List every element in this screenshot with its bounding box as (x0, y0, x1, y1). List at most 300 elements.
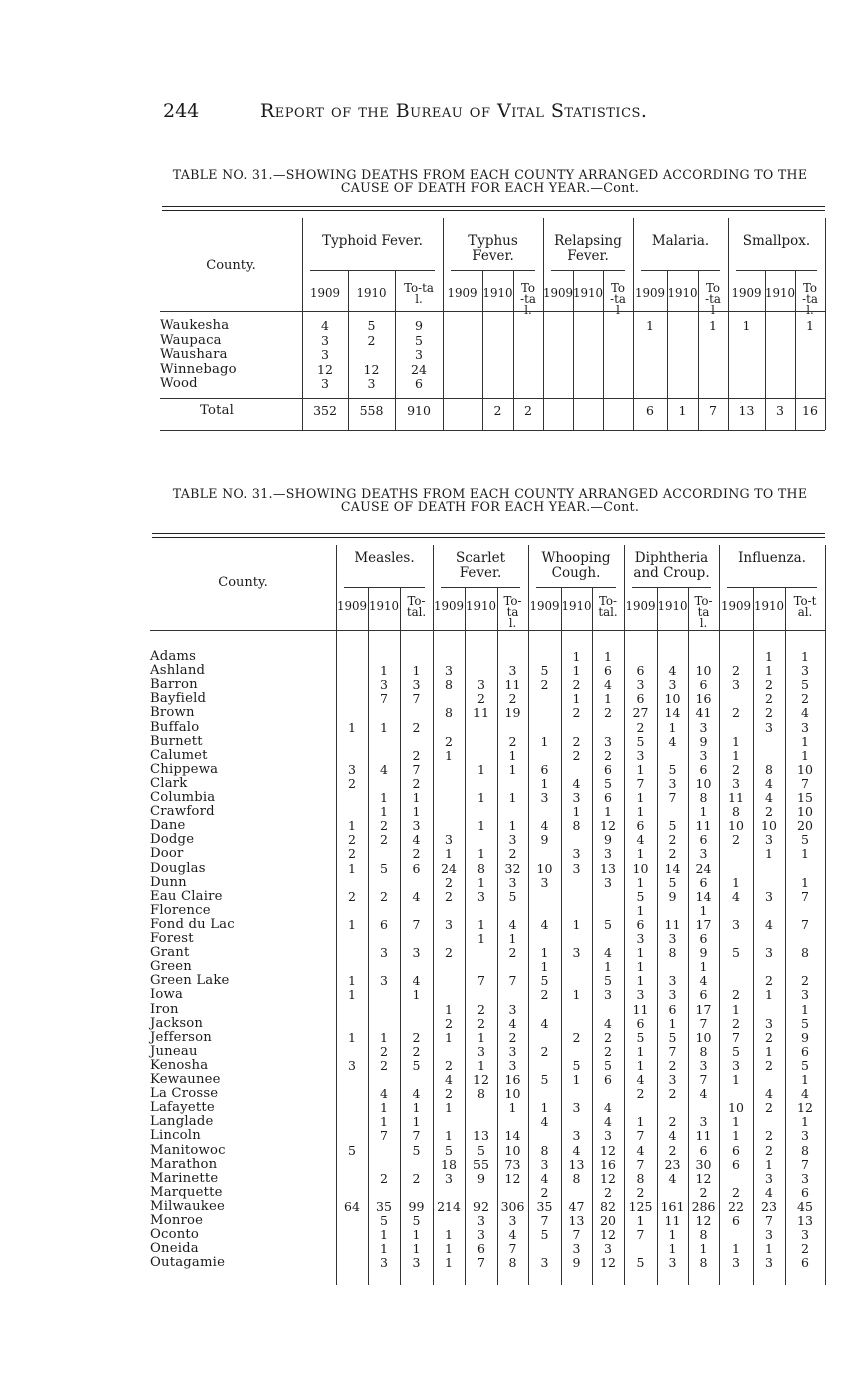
cell-value: 13 (568, 1213, 585, 1228)
county-name: Dane (150, 818, 186, 834)
cell-value: 3 (348, 1057, 356, 1073)
year-column-header: 1910 (765, 286, 796, 300)
cell-value: 4 (732, 888, 740, 904)
cell-value: 3 (477, 1213, 485, 1228)
cell-value: 92 (473, 1198, 489, 1214)
cell-value: 1 (445, 1255, 453, 1271)
cell-value: 3 (380, 677, 388, 693)
cell-value: 12 (363, 361, 380, 377)
cell-value: 1 (380, 719, 388, 735)
cell-value: 2 (380, 832, 388, 848)
cell-value: 4 (699, 1086, 708, 1102)
cell-value: 1 (732, 1001, 740, 1017)
cell-value: 2 (412, 719, 421, 735)
cell-value: 5 (445, 1142, 453, 1158)
cell-value: 4 (540, 1114, 549, 1130)
county-name: Burnett (150, 733, 203, 749)
cell-value: 2 (508, 733, 517, 749)
cell-value: 2 (668, 1142, 677, 1158)
cell-value: 1 (348, 973, 356, 989)
cell-value: 1 (636, 1114, 645, 1130)
cell-value: 3 (604, 1241, 612, 1257)
cell-value: 2 (348, 888, 356, 904)
cell-value: 2 (636, 1184, 645, 1200)
year-column-header: To-tal. (503, 594, 522, 630)
cell-value: 2 (412, 1043, 421, 1059)
cell-value: 5 (540, 663, 549, 679)
cell-value: 12 (600, 1142, 616, 1158)
cell-value: 3 (765, 1015, 773, 1031)
county-name: Adams (150, 649, 197, 664)
cell-value: 3 (668, 973, 677, 989)
cell-value: 5 (604, 1057, 612, 1073)
cell-value: 6 (732, 1142, 740, 1158)
cell-value: 3 (668, 677, 677, 693)
cell-value: 3 (732, 1255, 740, 1271)
column-group-header: Measles. (354, 550, 415, 566)
cell-value: 10 (632, 860, 649, 876)
cell-value: 3 (801, 663, 809, 679)
cell-value: 2 (801, 691, 809, 707)
cell-value: 8 (572, 1170, 581, 1186)
county-name: Waushara (160, 347, 228, 362)
cell-value: 161 (660, 1198, 685, 1214)
cell-value: 12 (600, 1170, 616, 1186)
cell-value: 1 (477, 790, 485, 805)
cell-value: 1 (412, 1227, 421, 1243)
column-group-header: Whooping Cough. (541, 550, 611, 581)
cell-value: 35 (376, 1198, 392, 1214)
cell-value: 2 (412, 846, 421, 862)
cell-value: 7 (412, 761, 421, 777)
cell-value: 2 (765, 1142, 773, 1158)
cell-value: 125 (628, 1198, 653, 1214)
cell-value: 2 (572, 747, 581, 763)
cell-value: 3 (380, 1255, 388, 1271)
cell-value: 2 (380, 1043, 388, 1059)
county-name: La Crosse (150, 1086, 219, 1102)
county-name: Lafayette (150, 1100, 215, 1116)
cell-value: 1 (636, 761, 645, 777)
cell-value: 1 (765, 846, 773, 862)
cell-value: 1 (709, 318, 717, 333)
cell-value: 8 (477, 1086, 485, 1102)
cell-value: 6 (699, 832, 708, 848)
cell-value: 4 (801, 1086, 809, 1102)
cell-value: 1 (801, 747, 809, 763)
cell-value: 3 (380, 973, 388, 989)
cell-value: 1 (636, 846, 645, 862)
cell-value: 3 (508, 1057, 517, 1073)
cell-value: 3 (765, 1255, 773, 1271)
cell-value: 17 (695, 916, 712, 932)
cell-value: 3 (604, 846, 612, 862)
cell-value: 10 (797, 761, 813, 777)
cell-value: 4 (765, 1184, 773, 1200)
cell-value: 3 (508, 663, 517, 679)
group-underline (727, 587, 817, 588)
cell-value: 1 (348, 860, 356, 876)
year-column-header: 1910 (465, 599, 497, 613)
cell-value: 1 (801, 1114, 809, 1130)
cell-value: 99 (408, 1198, 425, 1214)
year-column-header: To-tal. (793, 594, 817, 619)
cell-value: 3 (801, 1227, 809, 1243)
cell-value: 5 (801, 677, 809, 693)
total-value: 3 (776, 403, 784, 418)
cell-value: 3 (699, 719, 708, 735)
county-name: Eau Claire (150, 888, 223, 904)
cell-value: 1 (636, 1043, 645, 1059)
cell-value: 4 (668, 733, 677, 749)
cell-value: 1 (572, 663, 581, 679)
column-group-header: Influenza. (738, 550, 806, 566)
cell-value: 11 (695, 818, 712, 834)
cell-value: 5 (636, 1029, 645, 1045)
cell-value: 1 (477, 1029, 485, 1045)
cell-value: 10 (504, 1142, 521, 1158)
county-name: Douglas (150, 860, 206, 876)
county-name: Lincoln (150, 1128, 201, 1144)
cell-value: 1 (699, 1241, 708, 1257)
cell-value: 7 (668, 1043, 677, 1059)
cell-value: 3 (540, 1255, 549, 1271)
cell-value: 8 (508, 1255, 517, 1271)
table1-caption: TABLE NO. 31.—SHOWING DEATHS FROM EACH COUNTY ARRANGED ACCORDING TO THE CAUSE OF DEATH FOR EACH YEAR.—Cont. (172, 167, 808, 195)
cell-value: 3 (604, 1128, 612, 1144)
cell-value: 12 (797, 1100, 813, 1116)
cell-value: 9 (572, 1255, 581, 1271)
cell-value: 4 (801, 705, 809, 721)
cell-value: 13 (600, 860, 616, 876)
cell-value: 2 (540, 1043, 549, 1059)
year-column-header: To-tal (610, 281, 626, 317)
cell-value: 1 (477, 931, 485, 946)
cell-value: 9 (604, 832, 612, 848)
cell-value: 7 (765, 1213, 773, 1228)
cell-value: 286 (691, 1198, 716, 1214)
county-name: Columbia (150, 790, 216, 805)
cell-value: 5 (367, 318, 376, 333)
cell-value: 2 (732, 1015, 740, 1031)
cell-value: 9 (699, 733, 708, 749)
cell-value: 1 (380, 1100, 388, 1116)
cell-value: 2 (732, 1184, 740, 1200)
cell-value: 3 (636, 931, 645, 946)
cell-value: 2 (801, 973, 809, 989)
cell-value: 1 (380, 1114, 388, 1130)
cell-value: 3 (699, 1057, 708, 1073)
cell-value: 3 (540, 874, 549, 890)
cell-value: 1 (765, 649, 773, 664)
cell-value: 8 (668, 945, 677, 961)
cell-value: 6 (477, 1241, 485, 1257)
cell-value: 6 (801, 1184, 809, 1200)
cell-value: 1 (636, 874, 645, 890)
year-column-header: 1910 (667, 286, 698, 300)
cell-value: 8 (445, 705, 453, 721)
cell-value: 7 (699, 1015, 708, 1031)
cell-value: 2 (668, 832, 677, 848)
cell-value: 11 (473, 705, 489, 721)
county-name: Dunn (150, 874, 187, 890)
cell-value: 3 (572, 860, 581, 876)
cell-value: 5 (572, 1057, 581, 1073)
year-column-header: To-tal. (520, 281, 536, 317)
cell-value: 2 (508, 1029, 517, 1045)
cell-value: 3 (477, 1227, 485, 1243)
cell-value: 7 (508, 973, 517, 989)
cell-value: 1 (412, 790, 421, 805)
cell-value: 6 (699, 874, 708, 890)
cell-value: 5 (508, 888, 517, 904)
cell-value: 1 (765, 1241, 773, 1257)
group-underline (551, 270, 625, 271)
county-header: County. (218, 575, 268, 590)
cell-value: 4 (765, 1086, 773, 1102)
year-column-header: 1910 (356, 286, 387, 300)
cell-value: 2 (445, 733, 453, 749)
cell-value: 12 (695, 1213, 712, 1228)
cell-value: 3 (412, 818, 421, 834)
cell-value: 15 (797, 790, 813, 805)
cell-value: 2 (508, 846, 517, 862)
cell-value: 2 (765, 705, 773, 721)
cell-value: 5 (636, 1255, 645, 1271)
cell-value: 4 (572, 775, 581, 791)
cell-value: 7 (636, 1128, 645, 1144)
cell-value: 3 (765, 888, 773, 904)
total-rule (160, 398, 825, 399)
cell-value: 7 (801, 775, 809, 791)
cell-value: 1 (572, 804, 581, 820)
cell-value: 55 (473, 1156, 489, 1172)
cell-value: 7 (412, 1128, 421, 1144)
cell-value: 16 (504, 1072, 521, 1087)
cell-value: 4 (412, 888, 421, 904)
cell-value: 5 (636, 733, 645, 749)
cell-value: 7 (477, 973, 485, 989)
cell-value: 82 (600, 1198, 616, 1214)
cell-value: 8 (699, 1043, 708, 1059)
county-name: Florence (150, 902, 211, 918)
total-value: 1 (678, 403, 687, 418)
cell-value: 1 (604, 804, 612, 820)
cell-value: 2 (636, 1086, 645, 1102)
cell-value: 24 (441, 860, 457, 876)
cell-value: 3 (801, 1128, 809, 1144)
cell-value: 2 (380, 1170, 388, 1186)
cell-value: 2 (765, 1128, 773, 1144)
cell-value: 7 (572, 1227, 581, 1243)
cell-value: 16 (695, 691, 712, 707)
cell-value: 4 (668, 1128, 677, 1144)
cell-value: 6 (699, 987, 708, 1003)
year-column-header: 1909 (336, 599, 368, 613)
cell-value: 7 (412, 916, 421, 932)
cell-value: 5 (477, 1142, 485, 1158)
cell-value: 6 (604, 663, 612, 679)
cell-value: 3 (321, 376, 329, 391)
table2 (150, 545, 825, 1285)
header-rule (150, 630, 825, 631)
total-value: 7 (709, 403, 717, 418)
cell-value: 2 (477, 1015, 485, 1031)
cell-value: 11 (664, 1213, 681, 1228)
county-name: Ashland (150, 663, 206, 679)
cell-value: 5 (668, 818, 677, 834)
cell-value: 1 (668, 1241, 677, 1257)
cell-value: 1 (668, 1015, 677, 1031)
cell-value: 1 (445, 1241, 453, 1257)
cell-value: 9 (540, 832, 549, 848)
cell-value: 6 (636, 916, 645, 932)
cell-value: 4 (540, 818, 549, 834)
cell-value: 3 (412, 677, 421, 693)
cell-value: 1 (508, 1100, 517, 1116)
cell-value: 1 (636, 973, 645, 989)
cell-value: 11 (504, 677, 521, 693)
county-name: Brown (150, 705, 195, 721)
cell-value: 1 (572, 1072, 581, 1087)
group-underline (536, 587, 616, 588)
total-label: Total (200, 403, 235, 418)
cell-value: 2 (765, 1057, 773, 1073)
cell-value: 5 (668, 874, 677, 890)
cell-value: 2 (477, 691, 485, 707)
cell-value: 6 (636, 818, 645, 834)
year-column-header: To-tal. (802, 281, 818, 317)
cell-value: 4 (668, 663, 677, 679)
cell-value: 7 (699, 1072, 708, 1087)
cell-value: 4 (412, 1086, 421, 1102)
cell-value: 3 (801, 987, 809, 1003)
cell-value: 214 (437, 1198, 461, 1214)
cell-value: 11 (664, 916, 681, 932)
cell-value: 1 (801, 1072, 809, 1087)
cell-value: 1 (477, 761, 485, 777)
cell-value: 6 (699, 761, 708, 777)
cell-value: 2 (604, 1043, 612, 1059)
cell-value: 8 (572, 818, 581, 834)
cell-value: 5 (540, 973, 549, 989)
cell-value: 20 (797, 818, 813, 834)
column-group-header: Smallpox. (742, 233, 811, 249)
total-value: 6 (646, 403, 654, 418)
cell-value: 7 (801, 888, 809, 904)
cell-value: 1 (445, 1001, 453, 1017)
cell-value: 4 (765, 916, 773, 932)
cell-value: 4 (380, 761, 388, 777)
cell-value: 3 (572, 846, 581, 862)
cell-value: 3 (699, 846, 708, 862)
cell-value: 4 (540, 1015, 549, 1031)
cell-value: 6 (699, 1142, 708, 1158)
cell-value: 1 (765, 1156, 773, 1172)
cell-value: 2 (445, 1057, 453, 1073)
cell-value: 27 (632, 705, 649, 721)
column-rule (719, 545, 720, 1285)
group-underline (641, 270, 720, 271)
cell-value: 3 (380, 945, 388, 961)
column-rule (336, 545, 337, 1285)
cell-value: 1 (801, 846, 809, 862)
cell-value: 12 (317, 361, 333, 377)
cell-value: 1 (801, 733, 809, 749)
cell-value: 1 (477, 818, 485, 834)
cell-value: 4 (636, 1072, 645, 1087)
cell-value: 2 (668, 1114, 677, 1130)
column-rule (825, 218, 826, 430)
county-name: Iowa (150, 987, 184, 1003)
cell-value: 1 (445, 846, 453, 862)
cell-value: 1 (765, 1043, 773, 1059)
cell-value: 6 (604, 1072, 612, 1087)
cell-value: 1 (540, 775, 549, 791)
county-name: Marathon (150, 1156, 218, 1172)
table1-top-rule (162, 206, 825, 207)
cell-value: 3 (636, 677, 645, 693)
cell-value: 1 (636, 959, 645, 975)
cell-value: 1 (412, 1100, 421, 1116)
cell-value: 8 (732, 804, 740, 820)
cell-value: 4 (572, 1142, 581, 1158)
cell-value: 5 (801, 1057, 809, 1073)
county-name: Calumet (150, 747, 208, 763)
cell-value: 5 (540, 1072, 549, 1087)
cell-value: 1 (699, 804, 708, 820)
cell-value: 3 (540, 790, 549, 805)
cell-value: 7 (668, 790, 677, 805)
cell-value: 2 (765, 691, 773, 707)
cell-value: 1 (445, 747, 453, 763)
cell-value: 7 (636, 1156, 645, 1172)
cell-value: 3 (801, 1170, 809, 1186)
cell-value: 32 (504, 860, 521, 876)
cell-value: 1 (732, 1128, 740, 1144)
cell-value: 4 (380, 1086, 388, 1102)
cell-value: 73 (504, 1156, 521, 1172)
cell-value: 8 (699, 1227, 708, 1243)
cell-value: 5 (668, 761, 677, 777)
cell-value: 10 (728, 818, 744, 834)
cell-value: 2 (765, 804, 773, 820)
cell-value: 2 (445, 945, 453, 961)
cell-value: 7 (380, 691, 388, 707)
cell-value: 3 (445, 916, 453, 932)
cell-value: 6 (604, 761, 612, 777)
table2-top-rule (152, 533, 825, 534)
cell-value: 4 (604, 677, 612, 693)
cell-value: 3 (572, 1100, 581, 1116)
cell-value: 47 (568, 1198, 585, 1214)
cell-value: 2 (801, 1241, 809, 1257)
cell-value: 8 (445, 677, 453, 693)
cell-value: 1 (801, 649, 809, 664)
cell-value: 2 (508, 945, 517, 961)
cell-value: 6 (732, 1213, 740, 1228)
column-group-header: Relapsing Fever. (554, 233, 622, 264)
cell-value: 7 (732, 1029, 740, 1045)
cell-value: 3 (477, 888, 485, 904)
county-name: Oconto (150, 1227, 200, 1243)
cell-value: 1 (636, 804, 645, 820)
cell-value: 6 (636, 1015, 645, 1031)
cell-value: 10 (536, 860, 553, 876)
cell-value: 1 (508, 747, 517, 763)
cell-value: 2 (412, 1029, 421, 1045)
cell-value: 1 (732, 1072, 740, 1087)
